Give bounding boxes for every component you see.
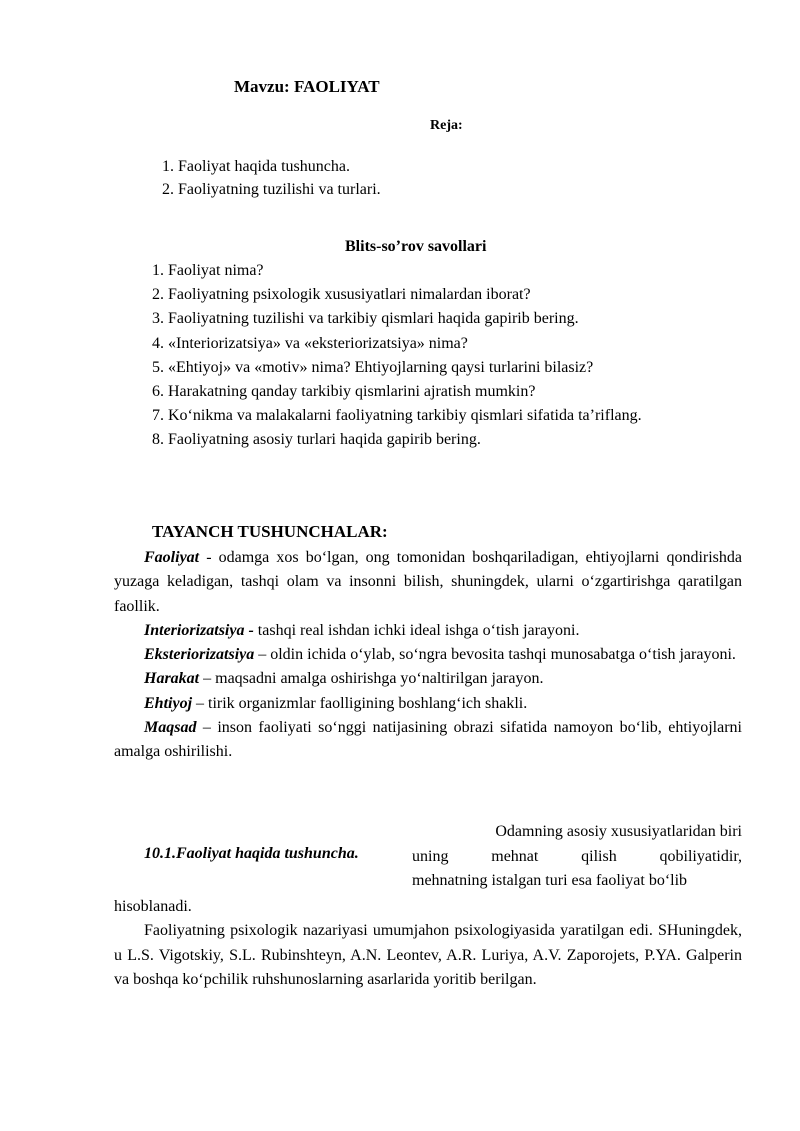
term-text: – maqsadni amalga oshirishga yo‘naltirilgan jarayon. [199, 670, 544, 688]
term-name: Faoliyat [144, 549, 200, 566]
intro-end: hisoblanadi. [114, 898, 192, 915]
term-definition [114, 667, 742, 691]
term-definition [114, 619, 742, 643]
question-item: 7. Ko‘nikma va malakalarni faoliyatning tarkibiy qismlari sifatida ta’riflang. [152, 407, 642, 425]
term-text: – inson faoliyati so‘nggi natijasining obrazi sifatida namoyon bo‘lib, ehtiyojlarni amalga oshirilishi. [114, 719, 742, 761]
term-text: tashqi real ishdan ichki ideal ishga o‘tish jarayoni. [253, 621, 580, 639]
question-item: 3. Faoliyatning tuzilishi va tarkibiy qismlari haqida gapirib bering. [152, 310, 579, 328]
term-name: Interiorizatsiya - [144, 621, 254, 639]
term-definition [114, 643, 742, 667]
term-name: Eksteriorizatsiya [144, 646, 255, 664]
question-item: 8. Faoliyatning asosiy turlari haqida gapirib bering. [152, 431, 481, 449]
body-paragraph: Faoliyatning psixologik nazariyasi umumjahon psixologiyasida yaratilgan edi. SHuningdek, u L.S. Vigotskiy, S.L. Rubinshteyn, A.N. Leontev, A.R. Luriya, A.V. Zaporojets, P.YA. Galperin va boshqa ko‘pchilik ruhshunoslarning asarlarida yoritib berilgan. [114, 922, 742, 988]
intro-line: mehnatning istalgan turi esa faoliyat bo‘lib [412, 872, 688, 889]
key-concepts-heading: TAYANCH TUSHUNCHALAR: [152, 522, 388, 541]
term-name: Ehtiyoj [144, 694, 193, 712]
intro-line: Odamning asosiy xususiyatlaridan biri [495, 823, 742, 840]
term-name: Harakat [144, 670, 200, 688]
plan-item: 1. Faoliyat haqida tushuncha. [162, 158, 350, 175]
question-item: 2. Faoliyatning psixologik xususiyatlari nimalardan iborat? [152, 286, 531, 304]
term-definition [114, 692, 742, 716]
question-item: 4. «Interiorizatsiya» va «eksteriorizatsiya» nima? [152, 334, 468, 352]
plan-heading: Reja: [430, 118, 463, 133]
blits-heading: Blits-so’rov savollari [345, 238, 487, 255]
section-heading: 10.1.Faoliyat haqida tushuncha. [144, 845, 359, 862]
section-intro-text [412, 820, 742, 894]
term-name: Maqsad [144, 719, 197, 737]
term-text: – oldin ichida o‘ylab, so‘ngra bevosita tashqi munosabatga o‘tish jarayoni. [254, 646, 736, 664]
plan-item: 2. Faoliyatning tuzilishi va turlari. [162, 181, 381, 198]
question-item: 6. Harakatning qanday tarkibiy qismlarini ajratish mumkin? [152, 383, 536, 401]
section-body [114, 895, 742, 992]
question-item: 5. «Ehtiyoj» va «motiv» nima? Ehtiyojlarning qaysi turlarini bilasiz? [152, 358, 594, 376]
question-item: 1. Faoliyat nima? [152, 262, 264, 279]
document-title: Mavzu: FAOLIYAT [234, 77, 380, 96]
term-text: - odamga xos bo‘lgan, ong tomonidan boshqariladigan, ehtiyojlarni qondirishda yuzaga keladigan, tashqi olam va insonni bilish, shuningdek, ularni o‘zgartirishga qaratilgan faollik. [114, 549, 742, 615]
intro-line: uning mehnat qilish qobiliyatidir, [412, 847, 742, 865]
term-definition [114, 716, 742, 765]
term-text: – tirik organizmlar faolligining boshlang‘ich shakli. [192, 694, 528, 712]
plan-list [162, 155, 381, 201]
term-definition [114, 546, 742, 619]
key-concepts-list [114, 546, 742, 765]
blits-questions-list [152, 259, 642, 453]
